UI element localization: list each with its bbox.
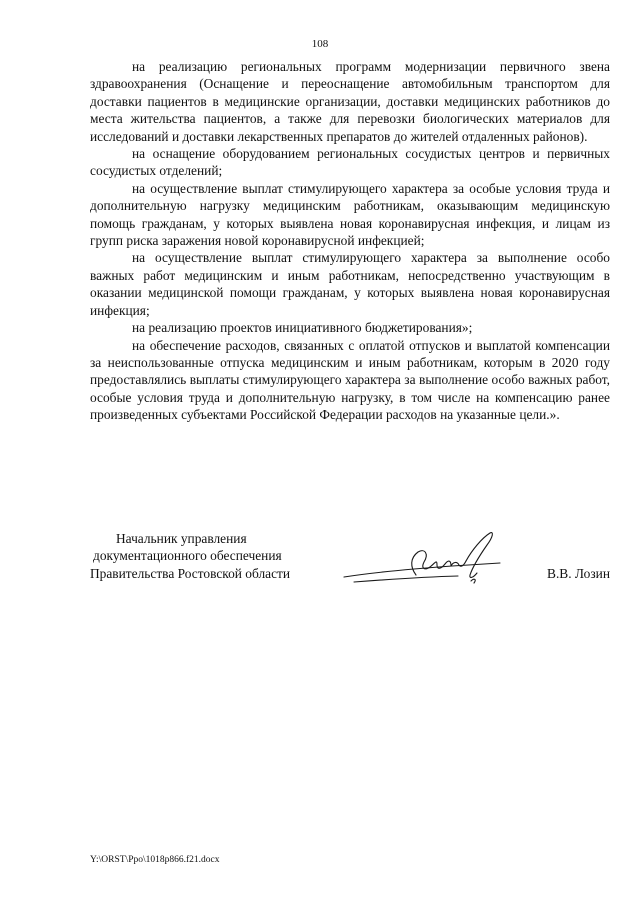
signatory-title-line: документационного обеспечения — [93, 548, 282, 564]
signatory-title-line: Начальник управления — [116, 531, 247, 546]
file-path-footer: Y:\ORST\Ppo\1018p866.f21.docx — [90, 855, 220, 865]
paragraph: на осуществление выплат стимулирующего характера за выполнение особо важных работ медицинским и иным работникам, непосредственно участвующим в оказании медицинской помощи гражданам, у которых выявлена новая коронавирусная инфекция; — [90, 250, 610, 318]
document-body — [90, 58, 610, 424]
signatory-title — [90, 530, 320, 582]
paragraph: на осуществление выплат стимулирующего характера за особые условия труда и дополнительную нагрузку медицинским работникам, оказывающим медицинскую помощь гражданам, у которых выявлена новая коронавирусная инфекция, и лицам из групп риска заражения новой коронавирусной инфекцией; — [90, 180, 610, 249]
paragraph: на реализацию региональных программ модернизации первичного звена здравоохранения (Оснащение и переоснащение автомобильным транспортом для доставки пациентов в медицинские организации, доставки медицинских работников до места жительства пациентов, а также для перевозки биологических материалов для исследований и доставки лекарственных препаратов до жителей отдаленных районов). — [90, 59, 610, 144]
signatory-title-line: Правительства Ростовской области — [90, 565, 291, 581]
signature-block — [0, 530, 640, 600]
handwritten-signature — [340, 530, 510, 592]
paragraph: на оснащение оборудованием региональных сосудистых центров и первичных сосудистых отделений; — [90, 146, 610, 179]
paragraph: на обеспечение расходов, связанных с оплатой отпусков и выплатой компенсации за неиспользованные отпуска медицинским и иным работникам, которым в 2020 году предоставлялись выплаты стимулирующего характера за выполнение особо важных работ, особые условия труда и дополнительную нагрузку, в том числе на компенсацию ранее произведенных субъектами Российской Федерации расходов на указанные цели.». — [90, 337, 610, 423]
signatory-name: В.В. Лозин — [547, 565, 610, 581]
paragraph: на реализацию проектов инициативного бюджетирования»; — [132, 320, 473, 336]
page-number: 108 — [311, 38, 329, 50]
